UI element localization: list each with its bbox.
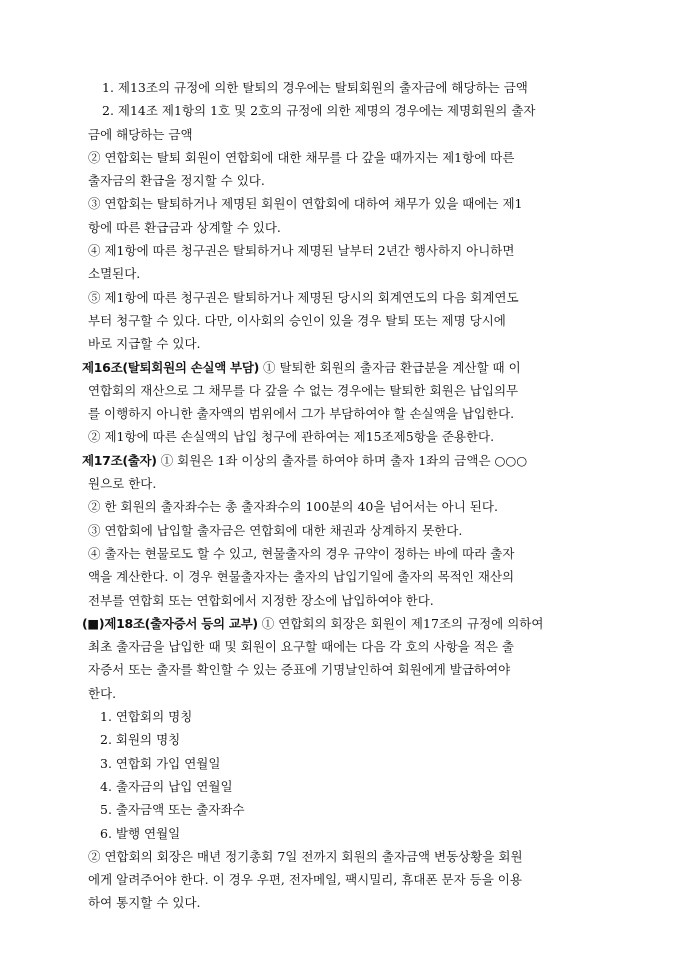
text-line: ① 연합회의 회장은 회원이 제17조의 규정에 의하여 — [257, 615, 544, 631]
text-line: 를 이행하지 아니한 출자액의 범위에서 그가 부담하여야 할 손실액을 납입한다. — [88, 406, 515, 422]
article-heading: (■)제18조(출자증서 등의 교부) — [82, 615, 258, 631]
article-heading: 제17조(출자) — [82, 452, 157, 468]
text-line: 에게 알려주어야 한다. 이 경우 우편, 전자메일, 팩시밀리, 휴대폰 문자 등을 이용 — [88, 872, 522, 888]
list-item: 2. 제14조 제1항의 1호 및 2호의 규정에 의한 제명의 경우에는 제명회원의 출자 — [102, 103, 536, 119]
text-line: 최초 출자금을 납입한 때 및 회원이 요구할 때에는 다음 각 호의 사항을 적은 출 — [88, 639, 514, 655]
list-item: 5. 출자금액 또는 출자좌수 — [100, 802, 245, 818]
list-item: 2. 회원의 명칭 — [100, 732, 181, 748]
clause-2: ② 한 회원의 출자좌수는 총 출자좌수의 100분의 40을 넘어서는 아니 된다. — [88, 499, 498, 515]
text-line: 부터 청구할 수 있다. 다만, 이사회의 승인이 있을 경우 탈퇴 또는 제명 당시에 — [88, 312, 506, 328]
article-16 — [82, 356, 622, 379]
text-line: 액을 계산한다. 이 경우 현물출자자는 출자의 납입기일에 출자의 목적인 재산의 — [88, 569, 515, 585]
list-item: 1. 연합회의 명칭 — [100, 709, 193, 725]
text-line: 하여 통지할 수 있다. — [88, 895, 201, 911]
text-line: 금에 해당하는 금액 — [88, 126, 193, 142]
text-line: 원으로 한다. — [88, 476, 157, 492]
text-line: 연합회의 재산으로 그 채무를 다 갚을 수 없는 경우에는 탈퇴한 회원은 납입의무 — [88, 382, 519, 398]
text-line: 출자금의 환급을 정지할 수 있다. — [88, 173, 265, 189]
clause-5: ⑤ 제1항에 따른 청구권은 탈퇴하거나 제명된 당시의 회계연도의 다음 회계연도 — [88, 289, 519, 305]
list-item: 1. 제13조의 규정에 의한 탈퇴의 경우에는 탈퇴회원의 출자금에 해당하는 금액 — [102, 80, 528, 95]
list-item: 6. 발행 연월일 — [100, 825, 181, 841]
clause-2: ② 연합회의 회장은 매년 정기총회 7일 전까지 회원의 출자금액 변동상황을 회원 — [88, 848, 523, 864]
text-line: 한다. — [88, 685, 117, 701]
clause-4: ④ 출자는 현물로도 할 수 있고, 현물출자의 경우 규약이 정하는 바에 따라 출자 — [88, 545, 515, 561]
text-line: ① 탈퇴한 회원의 출자금 환급분을 계산할 때 이 — [259, 359, 521, 375]
text-line: ① 회원은 1좌 이상의 출자를 하여야 하며 출자 1좌의 금액은 ○○○ — [156, 452, 528, 468]
clause-3: ③ 연합회에 납입할 출자금은 연합회에 대한 채권과 상계하지 못한다. — [88, 522, 463, 538]
article-17 — [82, 449, 622, 472]
clause-3: ③ 연합회는 탈퇴하거나 제명된 회원이 연합회에 대하여 채무가 있을 때에는 제1 — [88, 196, 523, 212]
text-line: 항에 따른 환급금과 상계할 수 있다. — [88, 219, 281, 235]
article-18 — [82, 612, 622, 635]
clause-4: ④ 제1항에 따른 청구권은 탈퇴하거나 제명된 날부터 2년간 행사하지 아니하면 — [88, 243, 515, 259]
text-line: 자증서 또는 출자를 확인할 수 있는 증표에 기명날인하여 회원에게 발급하여야 — [88, 662, 511, 678]
list-item: 3. 연합회 가입 연월일 — [100, 755, 221, 771]
document-body — [82, 76, 622, 915]
article-heading: 제16조(탈퇴회원의 손실액 부담) — [82, 359, 260, 375]
list-item: 4. 출자금의 납입 연월일 — [100, 778, 233, 794]
text-line: 소멸된다. — [88, 266, 141, 282]
text-line: 바로 지급할 수 있다. — [88, 336, 201, 352]
clause-2: ② 연합회는 탈퇴 회원이 연합회에 대한 채무를 다 갚을 때까지는 제1항에 따른 — [88, 149, 515, 165]
text-line: 전부를 연합회 또는 연합회에서 지정한 장소에 납입하여야 한다. — [88, 592, 434, 608]
clause-2: ② 제1항에 따른 손실액의 납입 청구에 관하여는 제15조제5항을 준용한다. — [88, 429, 495, 445]
